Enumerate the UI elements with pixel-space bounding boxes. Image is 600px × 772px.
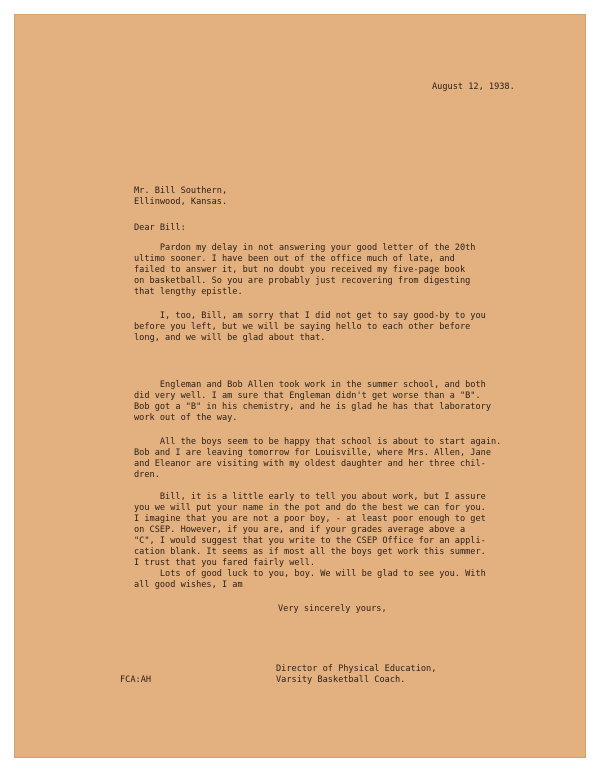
letter-page [14, 14, 586, 758]
line: I, too, Bill, am sorry that I did not get to say good-by to you [134, 311, 486, 321]
paragraph-3 [134, 380, 491, 424]
line: Lots of good luck to you, boy. We will be glad to see you. With [134, 569, 486, 579]
line: All the boys seem to be happy that school is about to start again. [134, 437, 502, 447]
signature-title-2: Varsity Basketball Coach. [276, 675, 406, 685]
paragraph-4 [134, 437, 501, 481]
line: ultimo sooner. I have been out of the office much of late, and [134, 254, 455, 264]
line: did very well. I am sure that Engleman didn't get worse than a "B". [134, 391, 481, 401]
line: Bob and I are leaving tomorrow for Louisville, where Mrs. Allen, Jane [134, 448, 491, 458]
signature-title-1: Director of Physical Education, [276, 664, 437, 674]
closing: Very sincerely yours, [278, 604, 387, 614]
recipient-name: Mr. Bill Southern, [134, 186, 228, 196]
reference-initials: FCA:AH [120, 675, 152, 685]
line: cation blank. It seems as if most all the boys get work this summer. [134, 547, 486, 557]
line: Engleman and Bob Allen took work in the summer school, and both [134, 380, 486, 390]
line: I trust that you fared fairly well. [134, 558, 316, 568]
paragraph-5 [134, 492, 486, 569]
paragraph-6 [134, 569, 486, 591]
paragraph-2 [134, 311, 486, 344]
recipient-address [134, 186, 227, 208]
salutation: Dear Bill: [134, 223, 186, 233]
line: I imagine that you are not a poor boy, - at least poor enough to get [134, 514, 486, 524]
line: Bill, it is a little early to tell you about work, but I assure [134, 492, 486, 502]
line: before you left, but we will be saying hello to each other before [134, 322, 471, 332]
line: Pardon my delay in not answering your good letter of the 20th [134, 243, 476, 253]
line: all good wishes, I am [134, 580, 243, 590]
line: failed to answer it, but no doubt you received my five-page book [134, 265, 466, 275]
line: "C", I would suggest that you write to the CSEP Office for an appli- [134, 536, 486, 546]
line: on CSEP. However, if you are, and if your grades average above a [134, 525, 466, 535]
line: you we will put your name in the pot and do the best we can for you. [134, 503, 486, 513]
line: that lengthy epistle. [134, 287, 243, 297]
line: Bob got a "B" in his chemistry, and he is glad he has that laboratory [134, 402, 491, 412]
line: long, and we will be glad about that. [134, 333, 326, 343]
line: on basketball. So you are probably just recovering from digesting [134, 276, 471, 286]
letter-date: August 12, 1938. [432, 82, 515, 92]
line: and Eleanor are visiting with my oldest daughter and her three chil- [134, 459, 486, 469]
line: dren. [134, 470, 160, 480]
paragraph-1 [134, 243, 475, 298]
line: work out of the way. [134, 413, 238, 423]
recipient-location: Ellinwood, Kansas. [134, 197, 228, 207]
